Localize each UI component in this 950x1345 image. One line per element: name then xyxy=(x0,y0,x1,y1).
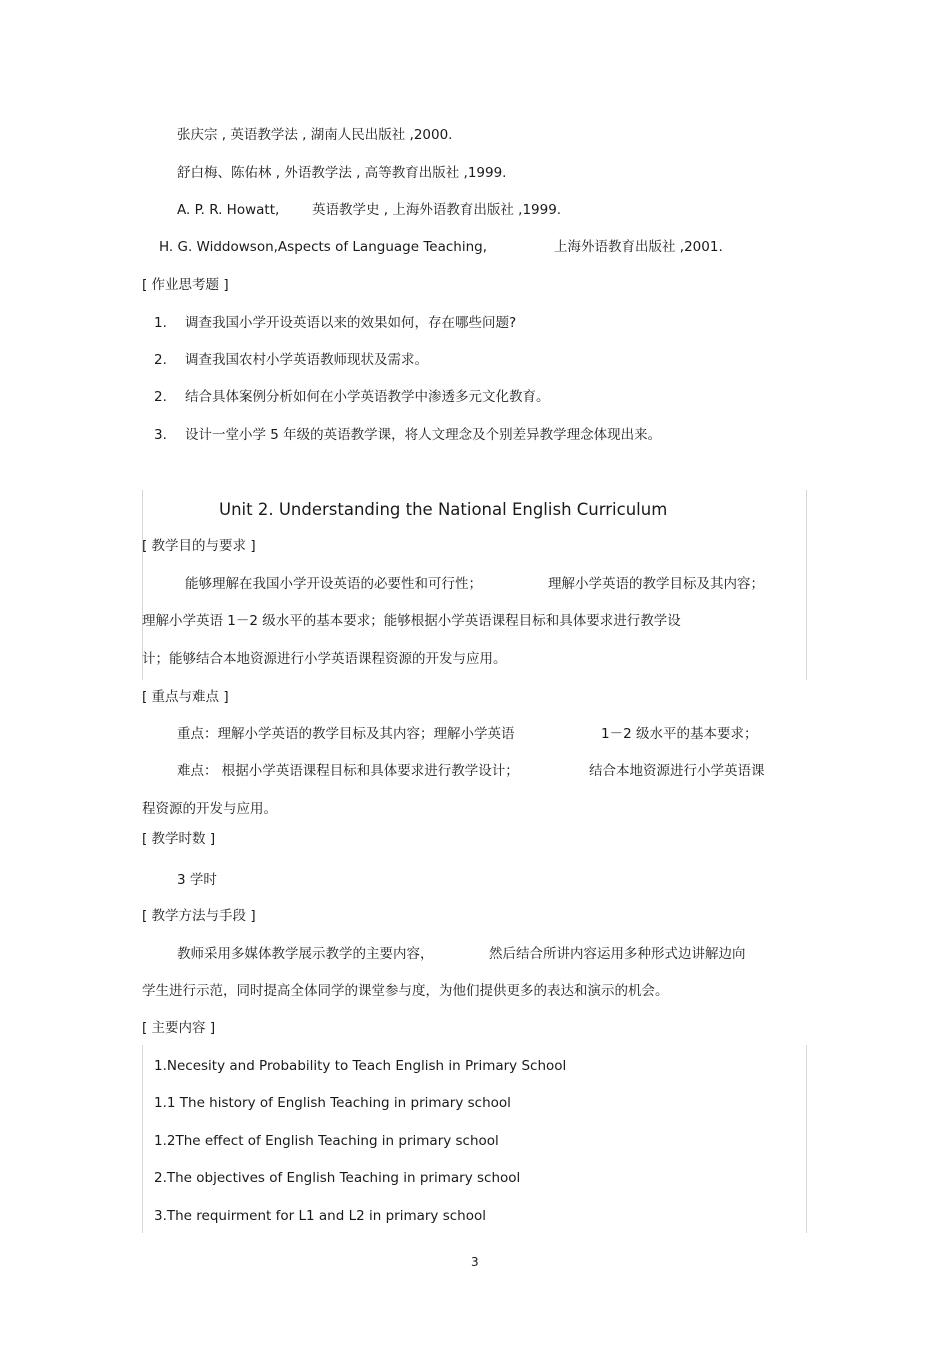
reference-4-publisher: 上海外语教育出版社 ,2001. xyxy=(554,239,723,255)
content-item: 3.The requirment for L1 and L2 in primary school xyxy=(154,1208,486,1224)
content-heading: [ 主要内容 ] xyxy=(142,1020,216,1036)
reference-4-author: H. G. Widdowson,Aspects of Language Teaching, xyxy=(159,239,488,255)
homework-item-text: 调查我国小学开设英语以来的效果如何，存在哪些问题? xyxy=(185,315,517,331)
content-item: 1.1 The history of English Teaching in primary school xyxy=(154,1095,511,1111)
homework-item-text: 设计一堂小学 5 年级的英语教学课，将人文理念及个别差异教学理念体现出来。 xyxy=(185,427,662,443)
box-right-rule xyxy=(806,490,807,680)
methods-line-1-b: 然后结合所讲内容运用多种形式边讲解边向 xyxy=(489,946,746,962)
objectives-line-1-b: 理解小学英语的教学目标及其内容； xyxy=(548,576,764,592)
content-item: 1.2The effect of English Teaching in primary school xyxy=(154,1133,499,1149)
key-points-line-3: 程资源的开发与应用。 xyxy=(142,801,277,817)
homework-item-text: 调查我国农村小学英语教师现状及需求。 xyxy=(185,352,428,368)
methods-line-2: 学生进行示范，同时提高全体同学的课堂参与度，为他们提供更多的表达和演示的机会。 xyxy=(142,983,669,999)
key-points-heading: [ 重点与难点 ] xyxy=(142,689,229,705)
page-number: 3 xyxy=(471,1255,479,1269)
content-left-rule xyxy=(142,1045,143,1233)
reference-3-title: 英语教学史 , 上海外语教育出版社 ,1999. xyxy=(312,202,562,218)
reference-1: 张庆宗 , 英语教学法 , 湖南人民出版社 ,2000. xyxy=(177,127,453,143)
key-points-line-1-b: 1－2 级水平的基本要求； xyxy=(601,726,758,742)
hours-heading: [ 教学时数 ] xyxy=(142,831,216,847)
objectives-line-1-a: 能够理解在我国小学开设英语的必要性和可行性； xyxy=(185,576,482,592)
key-points-line-1-a: 重点：理解小学英语的教学目标及其内容；理解小学英语 xyxy=(177,726,515,742)
hours-value: 3 学时 xyxy=(177,872,217,888)
objectives-line-3: 计；能够结合本地资源进行小学英语课程资源的开发与应用。 xyxy=(142,651,507,667)
objectives-line-2: 理解小学英语 1－2 级水平的基本要求；能够根据小学英语课程目标和具体要求进行教学设 xyxy=(142,613,681,629)
content-item: 1.Necesity and Probability to Teach English in Primary School xyxy=(154,1058,567,1074)
methods-line-1-a: 教师采用多媒体教学展示教学的主要内容， xyxy=(177,946,434,962)
content-item: 2.The objectives of English Teaching in primary school xyxy=(154,1170,521,1186)
methods-heading: [ 教学方法与手段 ] xyxy=(142,908,256,924)
homework-item-number: 3. xyxy=(154,427,167,443)
homework-item-number: 2. xyxy=(154,389,167,405)
content-right-rule xyxy=(806,1045,807,1233)
homework-item-number: 1. xyxy=(154,315,167,331)
reference-2: 舒白梅、陈佑林 , 外语教学法 , 高等教育出版社 ,1999. xyxy=(177,165,507,181)
homework-heading: [ 作业思考题 ] xyxy=(142,277,229,293)
key-points-line-2-a: 难点： 根据小学英语课程目标和具体要求进行教学设计； xyxy=(177,763,519,779)
unit-title: Unit 2. Understanding the National English Curriculum xyxy=(219,500,668,519)
reference-3-author: A. P. R. Howatt, xyxy=(177,202,280,218)
key-points-line-2-b: 结合本地资源进行小学英语课 xyxy=(589,763,765,779)
objectives-heading: [ 教学目的与要求 ] xyxy=(142,538,256,554)
homework-item-text: 结合具体案例分析如何在小学英语教学中渗透多元文化教育。 xyxy=(185,389,550,405)
homework-item-number: 2. xyxy=(154,352,167,368)
